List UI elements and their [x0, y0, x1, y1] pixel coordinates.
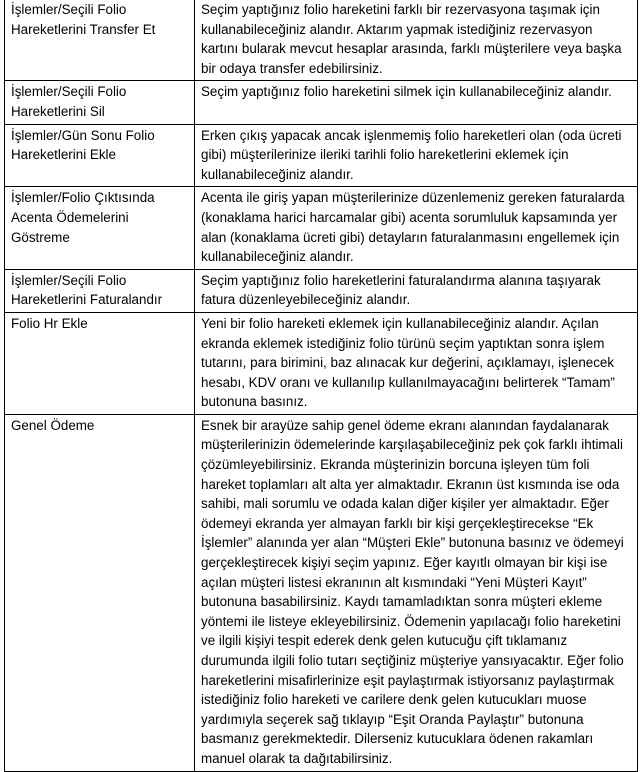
description-cell: Esnek bir arayüze sahip genel ödeme ekranı alanından faydalanarak müşterilerinizin ödemelerinde karşılaşabileceğiniz pek çok farklı ihtimali çözümleyebilirsiniz. Ekranda müşterinizin borcuna işleyen tüm foli hareket toplamları alt alta yer almaktadır. Ekranın üst kısmında ise oda sahibi, mali sorumlu ve odada kalan diğer kişiler yer almaktadır. Eğer ödemeyi ekranda yer almayan farklı bir kişi gerçekleştirecekse “Ek İşlemler” alanında yer alan “Müşteri Ekle” butonuna basınız ve ödemeyi gerçekleştirecek kişiyi seçim yapınız. Eğer kayıtlı olmayan bir kişi ise açılan müşteri listesi ekranının alt kısmındaki “Yeni Müşteri Kayıt” butonuna basabilirsiniz. Kaydı tamamladıktan sonra müşteri ekleme yöntemi ile listeye ekleyebilirsiniz. Ödemenin yapılacağı folio hareketini ve ilgili kişiyi tespit ederek denk gelen kutucuğu çift tıklamanız durumunda ilgili folio tutarı seçtiğiniz müşteriye yansıyacaktır. Eğer folio hareketlerini misafirlerinize eşit paylaştırmak istiyorsanız paylaştırmak istediğiniz folio hareketi ve carilere denk gelen kutucukları muose yardımıyla seçerek sağ tıklayıp “Eşit Oranda Paylaştır” butonuna basmanız gerekmektedir. Dilerseniz kutucuklara ödenen rakamları manuel olarak ta dağıtabilirsiniz. — [195, 414, 638, 771]
description-cell: Seçim yaptığınız folio hareketini silmek için kullanabileceğiniz alandır. — [195, 81, 638, 124]
term-cell: Genel Ödeme — [5, 414, 195, 771]
term-cell: İşlemler/Seçili Folio Hareketlerini Transfer Et — [5, 0, 195, 81]
feature-table — [4, 0, 638, 772]
table-row — [5, 81, 638, 124]
description-cell: Seçim yaptığınız folio hareketini farklı bir rezervasyona taşımak için kullanabileceğiniz alandır. Aktarım yapmak istediğiniz rezervasyon kartını bularak mevcut hesaplar arasında, farklı müşterilere veya başka bir odaya transfer edebilirsiniz. — [195, 0, 638, 81]
term-cell: İşlemler/Seçili Folio Hareketlerini Faturalandır — [5, 269, 195, 312]
term-cell: Folio Hr Ekle — [5, 312, 195, 414]
table-row — [5, 414, 638, 771]
description-cell: Yeni bir folio hareketi eklemek için kullanabileceğiniz alandır. Açılan ekranda eklemek istediğiniz folio türünü seçim yaptıktan sonra işlem tutarını, para birimini, baz alınacak kur değerini, açıklamayı, işlenecek hesabı, KDV oranı ve kullanılıp kullanılmayacağını belirterek “Tamam” butonuna basınız. — [195, 312, 638, 414]
description-cell: Erken çıkış yapacak ancak işlenmemiş folio hareketleri olan (oda ücreti gibi) müşterilerinize ileriki tarihli folio hareketlerini eklemek için kullanabileceğiniz alandır. — [195, 124, 638, 187]
table-row — [5, 269, 638, 312]
table-row — [5, 187, 638, 269]
table-row — [5, 312, 638, 414]
table-row — [5, 124, 638, 187]
description-cell: Acenta ile giriş yapan müşterilerinize düzenlemeniz gereken faturalarda (konaklama harici harcamalar gibi) acenta sorumluluk kapsamında yer alan (konaklama ücreti gibi) detayların faturalanmasını engellemek için kullanabileceğiniz alandır. — [195, 187, 638, 269]
term-cell: İşlemler/Gün Sonu Folio Hareketlerini Ekle — [5, 124, 195, 187]
term-cell: İşlemler/Folio Çıktısında Acenta Ödemelerini Göstreme — [5, 187, 195, 269]
description-cell: Seçim yaptığınız folio hareketlerini faturalandırma alanına taşıyarak fatura düzenleyebileceğiniz alandır. — [195, 269, 638, 312]
term-cell: İşlemler/Seçili Folio Hareketlerini Sil — [5, 81, 195, 124]
table-row — [5, 0, 638, 81]
